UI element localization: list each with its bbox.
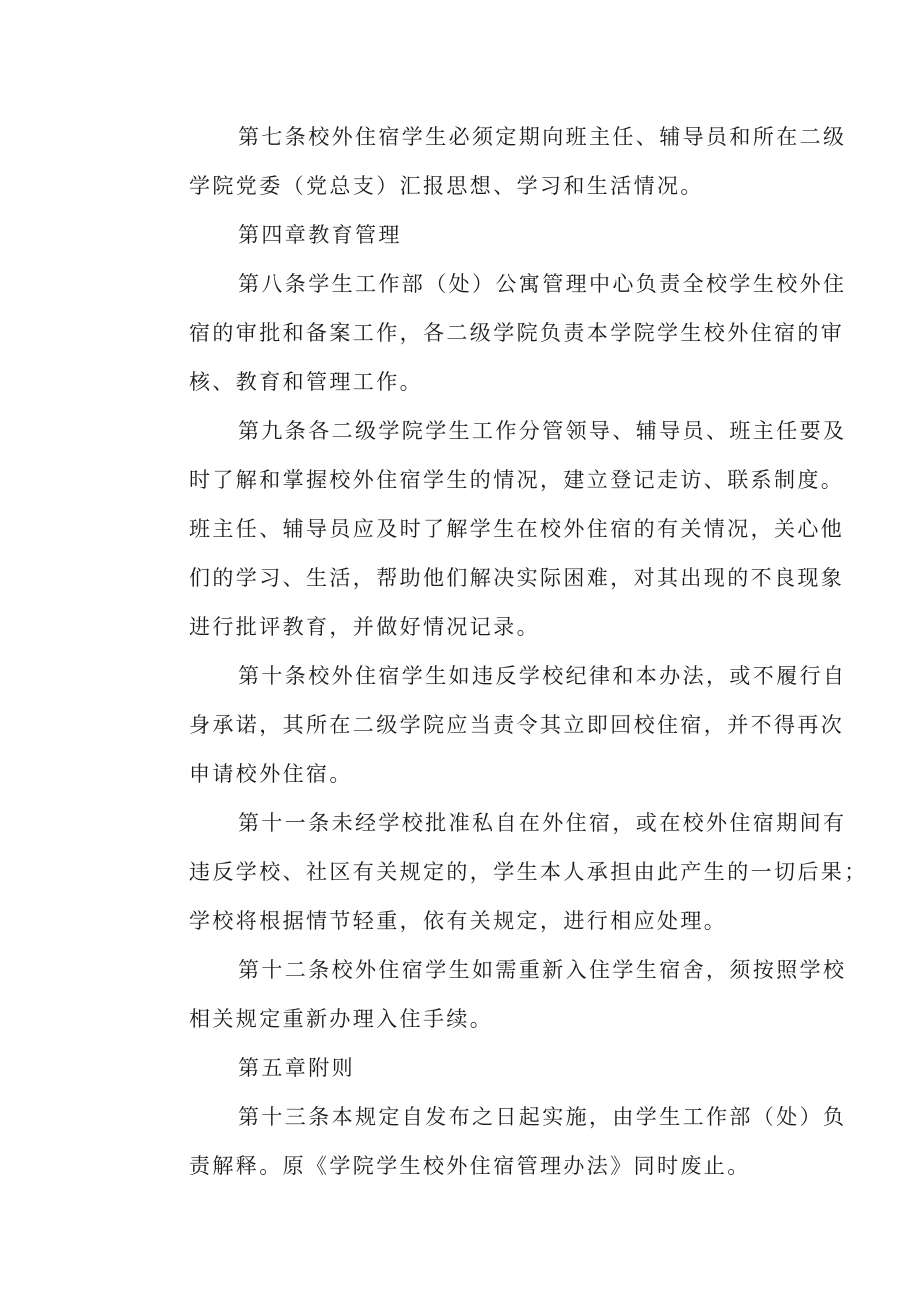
text-line: 相关规定重新办理入住手续。 [189, 1007, 494, 1031]
text-line: 时了解和掌握校外住宿学生的情况，建立登记走访、联系制度。 [189, 468, 845, 492]
text-line: 责解释。原《学院学生校外住宿管理办法》同时废止。 [189, 1154, 751, 1178]
text-line: 班主任、辅导员应及时了解学生在校外住宿的有关情况，关心他 [189, 517, 845, 541]
chapter-5-heading [140, 1044, 800, 1093]
text-line: 学校将根据情节轻重，依有关规定，进行相应处理。 [189, 909, 728, 933]
text-line: 申请校外住宿。 [189, 762, 353, 786]
text-line: 们的学习、生活，帮助他们解决实际困难，对其出现的不良现象 [189, 566, 845, 590]
article-8-paragraph [140, 260, 847, 407]
text-line: 第十二条校外住宿学生如需重新入住学生宿舍，须按照学校 [238, 958, 847, 982]
text-line: 第四章教育管理 [238, 223, 402, 247]
article-7-paragraph [140, 113, 847, 211]
text-line: 违反学校、社区有关规定的，学生本人承担由此产生的一切后果； [189, 860, 868, 884]
document-body [140, 113, 868, 1191]
text-line: 第九条各二级学院学生工作分管领导、辅导员、班主任要及 [238, 419, 847, 443]
article-10-paragraph [140, 652, 847, 799]
chapter-4-heading [140, 211, 800, 260]
text-line: 第十一条未经学校批准私自在外住宿，或在校外住宿期间有 [238, 811, 847, 835]
text-line: 第七条校外住宿学生必须定期向班主任、辅导员和所在二级 [238, 125, 847, 149]
text-line: 学院党委（党总支）汇报思想、学习和生活情况。 [189, 174, 704, 198]
text-line: 核、教育和管理工作。 [189, 370, 423, 394]
article-9-paragraph [140, 407, 847, 652]
text-line: 身承诺，其所在二级学院应当责令其立即回校住宿，并不得再次 [189, 713, 845, 737]
text-line: 进行批评教育，并做好情况记录。 [189, 615, 540, 639]
text-line: 第十三条本规定自发布之日起实施，由学生工作部（处）负 [238, 1105, 847, 1129]
text-line: 第八条学生工作部（处）公寓管理中心负责全校学生校外住 [238, 272, 847, 296]
text-line: 第五章附则 [238, 1056, 355, 1080]
text-line: 第十条校外住宿学生如违反学校纪律和本办法，或不履行自 [238, 664, 847, 688]
article-11-paragraph [140, 799, 868, 946]
article-13-paragraph [140, 1093, 847, 1191]
text-line: 宿的审批和备案工作，各二级学院负责本学院学生校外住宿的审 [189, 321, 845, 345]
article-12-paragraph [140, 946, 847, 1044]
